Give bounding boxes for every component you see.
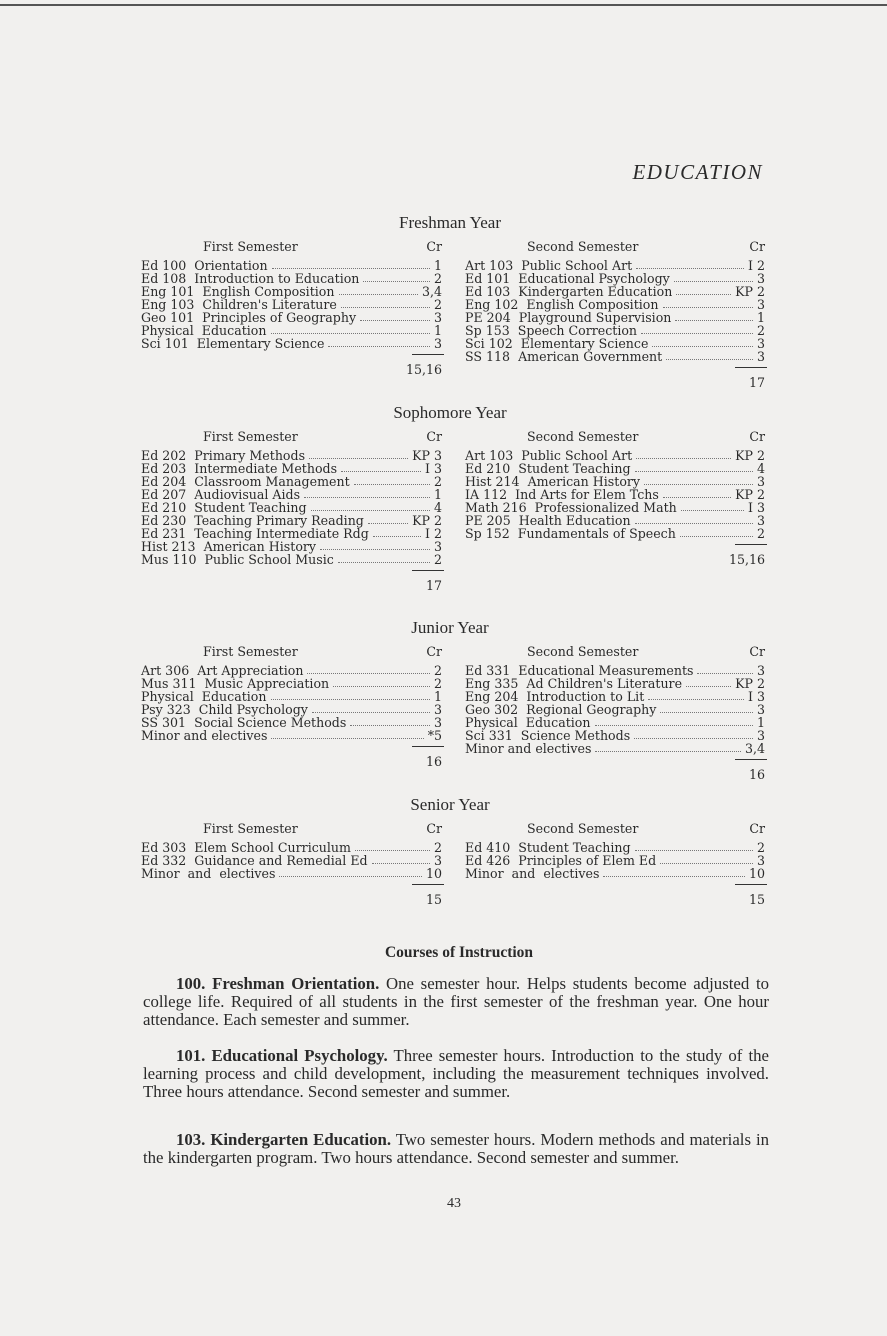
leader-dots bbox=[648, 698, 744, 700]
course-credits: 1 bbox=[756, 715, 765, 730]
course-name: Eng 103 Children's Literature bbox=[141, 297, 337, 312]
course-credits: 3 bbox=[756, 474, 765, 489]
course-name: Mus 110 Public School Music bbox=[141, 552, 334, 567]
total-rule bbox=[412, 884, 444, 885]
course-credits: 2 bbox=[433, 840, 442, 855]
semester-total: 15,16 bbox=[728, 552, 765, 567]
course-heading: 101. Educational Psychology. bbox=[176, 1046, 388, 1065]
leader-dots bbox=[341, 306, 430, 308]
first-semester-table bbox=[141, 430, 442, 566]
course-name: Ed 100 Orientation bbox=[141, 258, 268, 273]
leader-dots bbox=[350, 724, 430, 726]
course-credits: 2 bbox=[433, 676, 442, 691]
course-name: Math 216 Professionalized Math bbox=[465, 500, 677, 515]
course-name: Eng 335 Ad Children's Literature bbox=[465, 676, 683, 691]
total-rule bbox=[735, 759, 767, 760]
course-credits: I 2 bbox=[425, 526, 442, 541]
course-name: Ed 210 Student Teaching bbox=[141, 500, 307, 515]
course-credits: 2 bbox=[433, 663, 442, 678]
course-credits: 3 bbox=[756, 702, 765, 717]
course-credits: 3 bbox=[756, 728, 765, 743]
leader-dots bbox=[675, 319, 753, 321]
semester-total: 15,16 bbox=[405, 362, 442, 377]
course-description-103 bbox=[143, 1131, 769, 1167]
first-semester-table bbox=[141, 240, 442, 350]
course-row bbox=[465, 350, 765, 363]
leader-dots bbox=[312, 711, 430, 713]
course-credits: 3 bbox=[756, 271, 765, 286]
course-name: Minor and electives bbox=[141, 728, 268, 743]
semester-total: 15 bbox=[748, 892, 765, 907]
course-name: Sci 102 Elementary Science bbox=[465, 336, 649, 351]
course-row bbox=[141, 337, 442, 350]
course-name: Ed 207 Audiovisual Aids bbox=[141, 487, 301, 502]
course-credits: *5 bbox=[427, 728, 442, 743]
credits-header: Cr bbox=[426, 429, 442, 444]
semester-label: Second Semester bbox=[527, 821, 639, 836]
course-credits: KP 2 bbox=[735, 284, 765, 299]
semester-label: Second Semester bbox=[527, 429, 639, 444]
course-name: Physical Education bbox=[465, 715, 591, 730]
leader-dots bbox=[660, 711, 753, 713]
course-name: PE 205 Health Education bbox=[465, 513, 631, 528]
leader-dots bbox=[360, 319, 430, 321]
course-credits: 10 bbox=[748, 866, 765, 881]
leader-dots bbox=[636, 267, 744, 269]
course-row bbox=[141, 867, 442, 880]
course-row bbox=[465, 527, 765, 540]
semester-label: Second Semester bbox=[527, 239, 639, 254]
leader-dots bbox=[372, 862, 430, 864]
course-credits: 3 bbox=[756, 297, 765, 312]
leader-dots bbox=[272, 267, 430, 269]
total-rule bbox=[735, 544, 767, 545]
credits-header: Cr bbox=[749, 821, 765, 836]
course-row bbox=[141, 553, 442, 566]
course-credits: 1 bbox=[433, 689, 442, 704]
semester-total: 17 bbox=[748, 375, 765, 390]
course-credits: I 2 bbox=[748, 258, 765, 273]
total-rule bbox=[412, 570, 444, 571]
course-name: Hist 214 American History bbox=[465, 474, 641, 489]
course-credits: 1 bbox=[756, 310, 765, 325]
leader-dots bbox=[338, 561, 430, 563]
course-row bbox=[141, 729, 442, 742]
year-title: Sophomore Year bbox=[393, 403, 507, 422]
course-name: Psy 323 Child Psychology bbox=[141, 702, 308, 717]
course-credits: 3 bbox=[433, 702, 442, 717]
course-name: Eng 204 Introduction to Lit bbox=[465, 689, 645, 704]
course-credits: 2 bbox=[433, 297, 442, 312]
leader-dots bbox=[680, 535, 753, 537]
course-credits: 1 bbox=[433, 323, 442, 338]
course-credits: KP 2 bbox=[735, 487, 765, 502]
semester-total: 15 bbox=[425, 892, 442, 907]
first-semester-table bbox=[141, 645, 442, 742]
course-name: Hist 213 American History bbox=[141, 539, 317, 554]
course-name: SS 118 American Government bbox=[465, 349, 663, 364]
semester-label: First Semester bbox=[203, 429, 298, 444]
page-header: EDUCATION bbox=[632, 160, 763, 184]
semester-total: 17 bbox=[425, 578, 442, 593]
courses-title: Courses of Instruction bbox=[384, 944, 534, 961]
leader-dots bbox=[697, 672, 753, 674]
course-credits: 2 bbox=[756, 323, 765, 338]
course-name: Ed 204 Classroom Management bbox=[141, 474, 350, 489]
course-name: Sci 331 Science Methods bbox=[465, 728, 631, 743]
course-credits: I 3 bbox=[425, 461, 442, 476]
year-title: Junior Year bbox=[411, 618, 489, 637]
total-rule bbox=[412, 354, 444, 355]
course-name: Ed 203 Intermediate Methods bbox=[141, 461, 338, 476]
course-name: Art 103 Public School Art bbox=[465, 448, 633, 463]
course-credits: 10 bbox=[425, 866, 442, 881]
semester-total: 16 bbox=[748, 767, 765, 782]
semester-label: First Semester bbox=[203, 239, 298, 254]
course-credits: 3 bbox=[433, 853, 442, 868]
leader-dots bbox=[271, 737, 423, 739]
course-text: Three semester hours. Introduction to the study of the learning process and child development, including the measurement techniques involved. Three hours attendance. Second semester and summer. bbox=[143, 1046, 769, 1101]
top-rule bbox=[0, 4, 887, 6]
leader-dots bbox=[681, 509, 744, 511]
course-credits: 3 bbox=[756, 853, 765, 868]
course-heading: 103. Kindergarten Education. bbox=[176, 1130, 392, 1149]
year-title: Senior Year bbox=[410, 795, 490, 814]
course-name: Ed 410 Student Teaching bbox=[465, 840, 631, 855]
leader-dots bbox=[595, 750, 741, 752]
leader-dots bbox=[663, 496, 731, 498]
course-name: Art 306 Art Appreciation bbox=[141, 663, 304, 678]
page-number: 43 bbox=[447, 1196, 461, 1211]
first-semester-table bbox=[141, 822, 442, 880]
semester-label: First Semester bbox=[203, 644, 298, 659]
course-name: Ed 303 Elem School Curriculum bbox=[141, 840, 351, 855]
course-name: Geo 302 Regional Geography bbox=[465, 702, 657, 717]
course-name: IA 112 Ind Arts for Elem Tchs bbox=[465, 487, 659, 502]
course-credits: 2 bbox=[756, 840, 765, 855]
leader-dots bbox=[368, 522, 408, 524]
leader-dots bbox=[304, 496, 430, 498]
course-name: Ed 332 Guidance and Remedial Ed bbox=[141, 853, 368, 868]
credits-header: Cr bbox=[426, 644, 442, 659]
course-name: Eng 102 English Composition bbox=[465, 297, 659, 312]
course-heading: 100. Freshman Orientation. bbox=[176, 974, 380, 993]
second-semester-table bbox=[465, 240, 765, 363]
course-credits: 1 bbox=[433, 487, 442, 502]
total-rule bbox=[735, 884, 767, 885]
leader-dots bbox=[354, 483, 430, 485]
course-name: Ed 101 Educational Psychology bbox=[465, 271, 670, 286]
course-credits: 3 bbox=[756, 349, 765, 364]
course-name: Ed 426 Principles of Elem Ed bbox=[465, 853, 657, 868]
leader-dots bbox=[660, 862, 753, 864]
course-credits: 3 bbox=[756, 663, 765, 678]
leader-dots bbox=[686, 685, 731, 687]
course-credits: 3 bbox=[433, 539, 442, 554]
course-credits: I 3 bbox=[748, 500, 765, 515]
course-name: Ed 210 Student Teaching bbox=[465, 461, 631, 476]
course-credits: 3,4 bbox=[421, 284, 442, 299]
course-credits: 2 bbox=[433, 552, 442, 567]
leader-dots bbox=[328, 345, 430, 347]
course-credits: 2 bbox=[756, 526, 765, 541]
credits-header: Cr bbox=[426, 239, 442, 254]
course-credits: KP 2 bbox=[735, 448, 765, 463]
credits-header: Cr bbox=[749, 429, 765, 444]
credits-header: Cr bbox=[749, 239, 765, 254]
leader-dots bbox=[333, 685, 430, 687]
second-semester-table bbox=[465, 430, 765, 540]
course-name: Ed 108 Introduction to Education bbox=[141, 271, 360, 286]
course-name: Ed 202 Primary Methods bbox=[141, 448, 306, 463]
leader-dots bbox=[355, 849, 430, 851]
leader-dots bbox=[595, 724, 753, 726]
year-title: Freshman Year bbox=[399, 213, 501, 232]
course-name: PE 204 Playground Supervision bbox=[465, 310, 672, 325]
course-name: Ed 230 Teaching Primary Reading bbox=[141, 513, 364, 528]
course-credits: I 3 bbox=[748, 689, 765, 704]
course-credits: KP 2 bbox=[412, 513, 442, 528]
second-semester-table bbox=[465, 645, 765, 755]
course-credits: 3 bbox=[756, 513, 765, 528]
credits-header: Cr bbox=[426, 821, 442, 836]
course-name: Ed 231 Teaching Intermediate Rdg bbox=[141, 526, 369, 541]
leader-dots bbox=[641, 332, 753, 334]
course-name: Physical Education bbox=[141, 689, 267, 704]
leader-dots bbox=[635, 849, 753, 851]
leader-dots bbox=[341, 470, 421, 472]
course-name: Sp 152 Fundamentals of Speech bbox=[465, 526, 676, 541]
leader-dots bbox=[271, 698, 430, 700]
course-credits: 4 bbox=[756, 461, 765, 476]
course-name: Art 103 Public School Art bbox=[465, 258, 633, 273]
course-description-100 bbox=[143, 975, 769, 1029]
leader-dots bbox=[663, 306, 753, 308]
leader-dots bbox=[652, 345, 753, 347]
course-credits: 3 bbox=[433, 715, 442, 730]
leader-dots bbox=[674, 280, 753, 282]
leader-dots bbox=[603, 875, 745, 877]
course-credits: 3 bbox=[756, 336, 765, 351]
leader-dots bbox=[309, 457, 408, 459]
course-credits: KP 2 bbox=[735, 676, 765, 691]
course-name: SS 301 Social Science Methods bbox=[141, 715, 347, 730]
total-rule bbox=[735, 367, 767, 368]
course-credits: 2 bbox=[433, 271, 442, 286]
leader-dots bbox=[373, 535, 421, 537]
course-name: Physical Education bbox=[141, 323, 267, 338]
course-name: Ed 103 Kindergarten Education bbox=[465, 284, 673, 299]
course-credits: 3,4 bbox=[744, 741, 765, 756]
course-credits: 2 bbox=[433, 474, 442, 489]
semester-total: 16 bbox=[425, 754, 442, 769]
semester-label: Second Semester bbox=[527, 644, 639, 659]
leader-dots bbox=[279, 875, 422, 877]
course-name: Geo 101 Principles of Geography bbox=[141, 310, 357, 325]
course-credits: KP 3 bbox=[412, 448, 442, 463]
second-semester-table bbox=[465, 822, 765, 880]
course-name: Ed 331 Educational Measurements bbox=[465, 663, 694, 678]
leader-dots bbox=[666, 358, 753, 360]
course-credits: 3 bbox=[433, 336, 442, 351]
leader-dots bbox=[635, 470, 753, 472]
leader-dots bbox=[339, 293, 418, 295]
leader-dots bbox=[634, 737, 753, 739]
leader-dots bbox=[636, 457, 731, 459]
course-text: One semester hour. Helps students become adjusted to college life. Required of all students in the first semester of the freshman year. One hour attendance. Each semester and summer. bbox=[143, 974, 769, 1029]
course-credits: 3 bbox=[433, 310, 442, 325]
leader-dots bbox=[363, 280, 430, 282]
total-rule bbox=[412, 746, 444, 747]
course-name: Eng 101 English Composition bbox=[141, 284, 335, 299]
course-text: Two semester hours. Modern methods and materials in the kindergarten program. Two hours attendance. Second semester and summer. bbox=[143, 1130, 769, 1167]
course-description-101 bbox=[143, 1047, 769, 1101]
credits-header: Cr bbox=[749, 644, 765, 659]
course-row bbox=[465, 742, 765, 755]
course-credits: 4 bbox=[433, 500, 442, 515]
course-name: Sci 101 Elementary Science bbox=[141, 336, 325, 351]
leader-dots bbox=[307, 672, 430, 674]
course-row bbox=[465, 867, 765, 880]
leader-dots bbox=[320, 548, 430, 550]
semester-label: First Semester bbox=[203, 821, 298, 836]
course-name: Minor and electives bbox=[465, 866, 600, 881]
leader-dots bbox=[311, 509, 430, 511]
course-name: Sp 153 Speech Correction bbox=[465, 323, 638, 338]
course-credits: 1 bbox=[433, 258, 442, 273]
leader-dots bbox=[271, 332, 430, 334]
leader-dots bbox=[644, 483, 753, 485]
course-name: Mus 311 Music Appreciation bbox=[141, 676, 330, 691]
course-name: Minor and electives bbox=[465, 741, 592, 756]
leader-dots bbox=[635, 522, 753, 524]
course-name: Minor and electives bbox=[141, 866, 276, 881]
leader-dots bbox=[676, 293, 731, 295]
